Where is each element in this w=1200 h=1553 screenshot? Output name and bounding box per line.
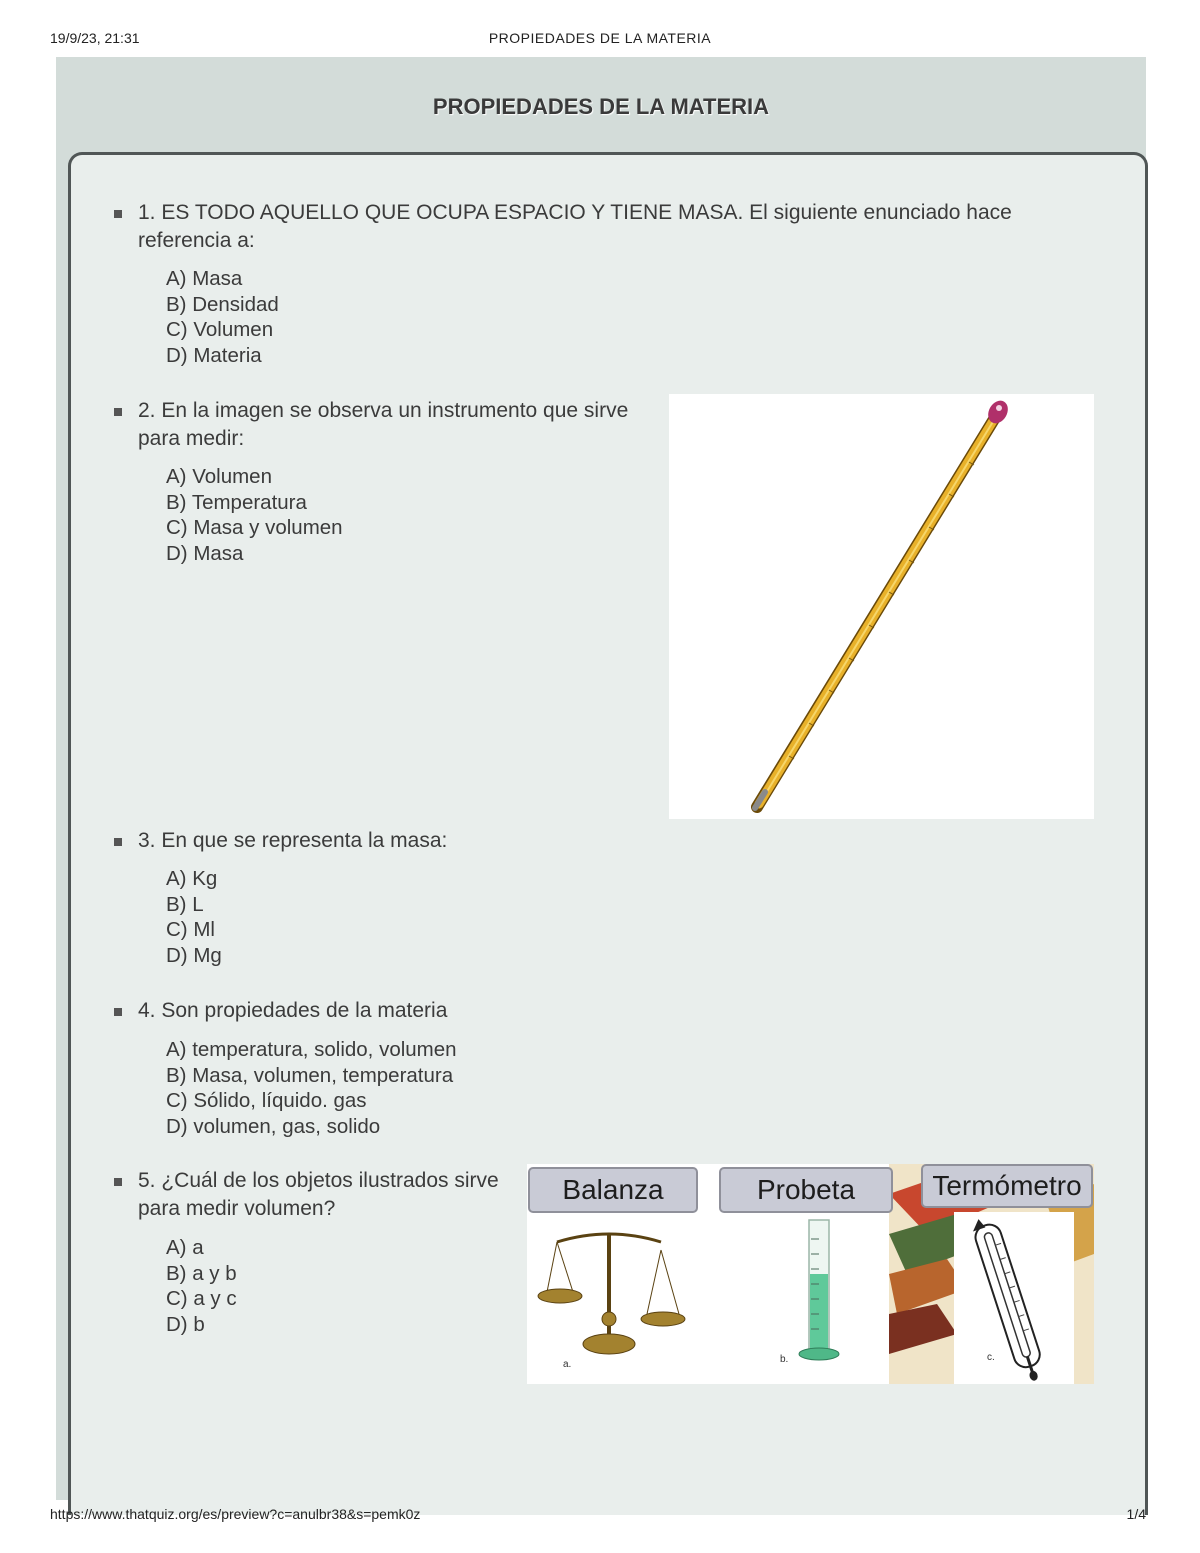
print-footer bbox=[0, 1506, 1200, 1526]
option[interactable]: B) Masa, volumen, temperatura bbox=[166, 1063, 454, 1087]
question-4-options bbox=[166, 1037, 457, 1139]
question-3 bbox=[138, 827, 838, 855]
option[interactable]: A) Kg bbox=[166, 867, 218, 890]
question-5 bbox=[138, 1167, 510, 1223]
option[interactable]: B) Temperatura bbox=[166, 490, 307, 514]
instruments-illustration bbox=[527, 1164, 1094, 1384]
question-5-options bbox=[166, 1235, 237, 1337]
page-number: 1/4 bbox=[1126, 1506, 1146, 1522]
option[interactable]: A) temperatura, solido, volumen bbox=[166, 1038, 457, 1061]
option[interactable]: B) a y b bbox=[166, 1261, 237, 1285]
quiz-title: PROPIEDADES DE LA MATERIA bbox=[432, 94, 770, 119]
option[interactable]: D) Masa bbox=[166, 541, 244, 565]
question-5-text: 5. ¿Cuál de los objetos ilustrados sirve para medir volumen? bbox=[138, 1169, 499, 1220]
print-datetime: 19/9/23, 21:31 bbox=[50, 30, 140, 46]
question-2-text: 2. En la imagen se observa un instrumento que sirve para medir: bbox=[138, 399, 629, 450]
option[interactable]: C) a y c bbox=[166, 1287, 237, 1310]
option[interactable]: D) Materia bbox=[166, 343, 262, 367]
question-1-options bbox=[166, 266, 279, 368]
print-url: https://www.thatquiz.org/es/preview?c=anulbr38&s=pemk0z bbox=[50, 1506, 421, 1522]
option[interactable]: A) Volumen bbox=[166, 465, 272, 488]
question-2-image bbox=[669, 394, 1094, 819]
bullet-icon bbox=[114, 408, 122, 416]
option[interactable]: C) Masa y volumen bbox=[166, 516, 343, 539]
thermometer-icon bbox=[669, 394, 1094, 819]
option[interactable]: A) a bbox=[166, 1236, 204, 1259]
question-3-options bbox=[166, 866, 222, 968]
print-header bbox=[0, 30, 1200, 50]
option[interactable]: C) Volumen bbox=[166, 318, 274, 341]
print-doc-title: PROPIEDADES DE LA MATERIA bbox=[488, 30, 712, 46]
bullet-icon bbox=[114, 838, 122, 846]
option[interactable]: D) Mg bbox=[166, 943, 222, 967]
option[interactable]: A) Masa bbox=[166, 267, 243, 290]
question-2-options bbox=[166, 464, 343, 566]
bullet-icon bbox=[114, 1178, 122, 1186]
option[interactable]: C) Sólido, líquido. gas bbox=[166, 1089, 367, 1112]
bullet-icon bbox=[114, 210, 122, 218]
letter-b: b. bbox=[780, 1354, 789, 1365]
question-4-text: 4. Son propiedades de la materia bbox=[138, 999, 448, 1022]
option[interactable]: C) Ml bbox=[166, 918, 215, 941]
balance-scale-icon bbox=[538, 1234, 685, 1354]
question-3-text: 3. En que se representa la masa: bbox=[138, 829, 448, 852]
label-termometro: Termómetro bbox=[932, 1170, 1082, 1201]
label-probeta: Probeta bbox=[756, 1174, 856, 1205]
option[interactable]: D) volumen, gas, solido bbox=[166, 1114, 381, 1138]
letter-a: a. bbox=[563, 1359, 572, 1370]
option[interactable]: B) Densidad bbox=[166, 292, 279, 316]
letter-c: c. bbox=[987, 1352, 995, 1363]
question-1-text: 1. ES TODO AQUELLO QUE OCUPA ESPACIO Y TIENE MASA. El siguiente enunciado hace referencia a: bbox=[138, 201, 1012, 252]
question-4 bbox=[138, 997, 838, 1025]
label-balanza: Balanza bbox=[562, 1174, 664, 1205]
option[interactable]: B) L bbox=[166, 892, 204, 916]
question-5-image bbox=[527, 1164, 1094, 1384]
question-1 bbox=[138, 199, 1093, 255]
question-2 bbox=[138, 397, 653, 453]
graduated-cylinder-icon bbox=[799, 1220, 839, 1360]
option[interactable]: D) b bbox=[166, 1312, 205, 1336]
bullet-icon bbox=[114, 1008, 122, 1016]
